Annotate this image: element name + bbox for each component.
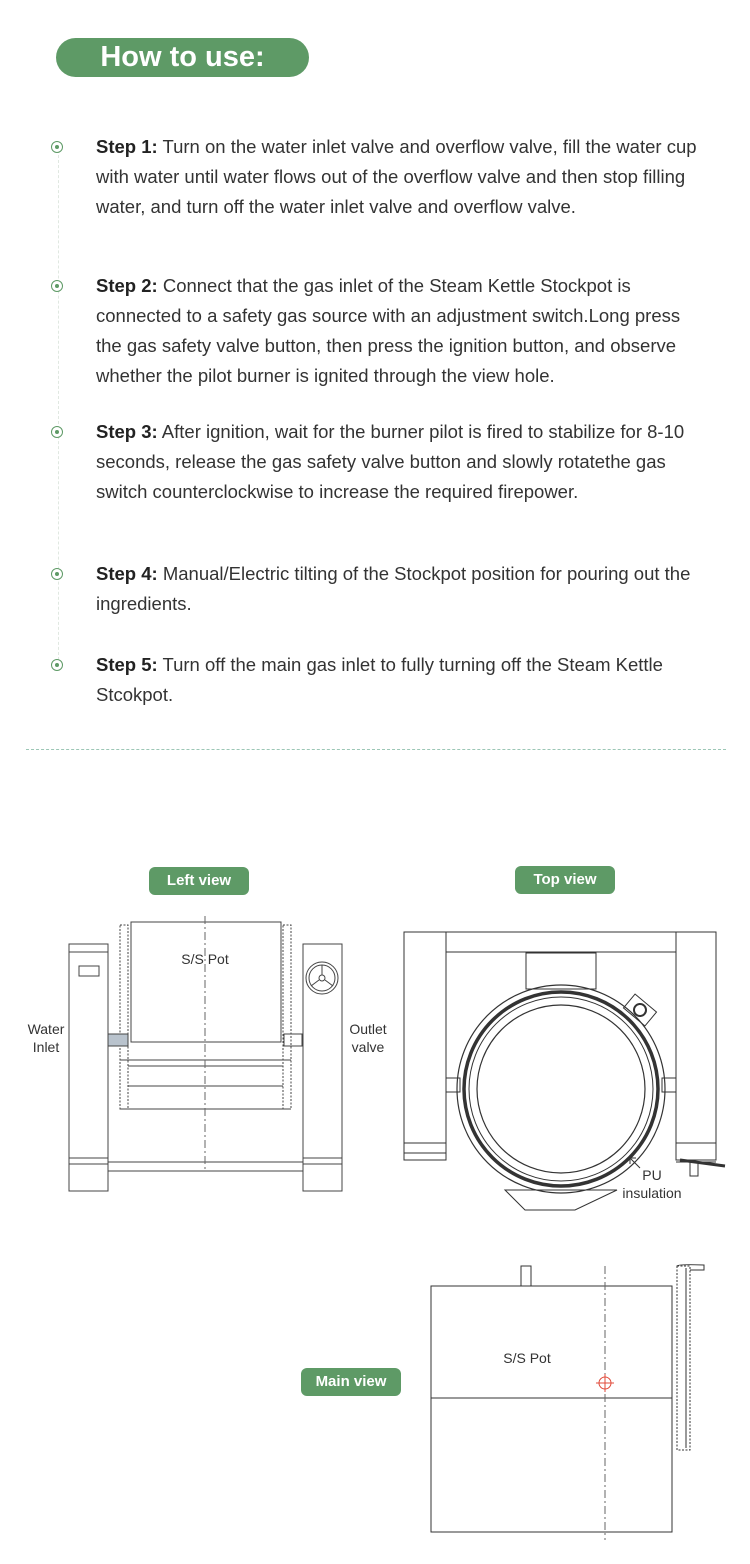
step-1-label: Step 1: [96,136,158,157]
water-inlet-label-line1: Water [27,1021,65,1037]
step-2-label: Step 2: [96,275,158,296]
step-3-body: After ignition, wait for the burner pilot is fired to stabilize for 8-10 seconds, release the gas safety valve button and slowly rotatethe gas switch counterclockwise to increase the required firepower. [96,421,685,502]
outlet-valve-label-line2: valve [351,1039,385,1055]
outlet-valve-label-line1: Outlet [349,1021,387,1037]
step-3-label: Step 3: [96,421,158,442]
step-5-body: Turn off the main gas inlet to fully turning off the Steam Kettle Stcokpot. [96,654,663,705]
left-view-tag: Left view [149,867,249,895]
pu-insulation-label-line1: PU [642,1167,662,1183]
step-4-label: Step 4: [96,563,158,584]
main-pot-label: S/S Pot [503,1350,551,1366]
step-4-body: Manual/Electric tilting of the Stockpot position for pouring out the ingredients. [96,563,691,614]
top-view-tag: Top view [515,866,615,894]
water-inlet-label-line2: Inlet [32,1039,60,1055]
page-title: How to use: [56,38,309,77]
step-1-body: Turn on the water inlet valve and overflow valve, fill the water cup with water until water flows out of the overflow valve and then stop filling water, and turn off the water inlet valve and overflow valve. [96,136,697,217]
left-pot-label: S/S Pot [181,951,229,967]
main-view-tag: Main view [301,1368,401,1396]
step-2-body: Connect that the gas inlet of the Steam Kettle Stockpot is connected to a safety gas source with an adjustment switch.Long press the gas safety valve button, then press the ignition button, and observe whether the pilot burner is ignited through the view hole. [96,275,681,386]
step-5-label: Step 5: [96,654,158,675]
pu-insulation-label-line2: insulation [622,1185,682,1201]
